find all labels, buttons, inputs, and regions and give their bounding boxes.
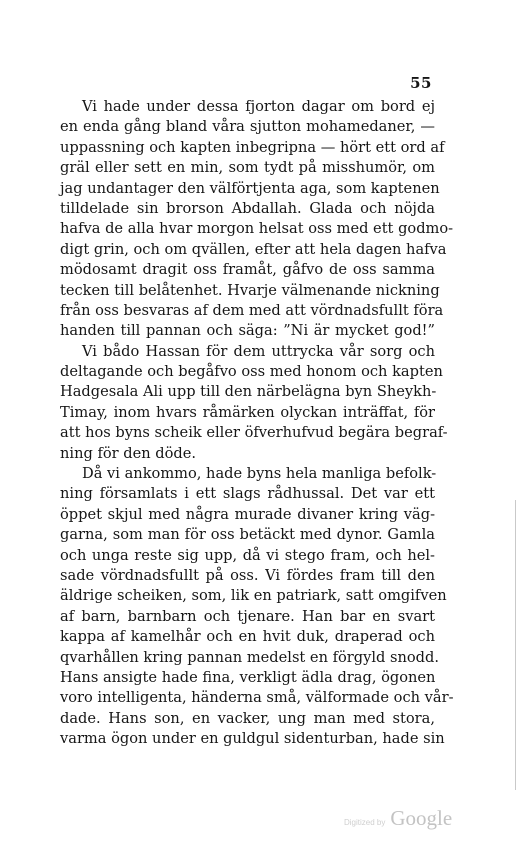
text-line: ning församlats i ett slags rådhussal. Det var ett [60, 485, 435, 503]
text-line: dade. Hans son, en vacker, ung man med stora, [60, 709, 435, 727]
text-line: Då vi ankommo, hade byns hela manliga befolk- [82, 465, 437, 483]
text-line: Vi hade under dessa fjorton dagar om bord ej [82, 98, 435, 115]
text-line: ning för den döde. [60, 444, 197, 462]
body-text [60, 97, 454, 750]
text-line: jag undantager den välförtjenta aga, som kaptenen [60, 179, 440, 197]
text-line: digt grin, och om qvällen, efter att hela dagen hafva [60, 240, 447, 258]
text-line: Hans ansigte hade fina, verkligt ädla drag, ögonen [60, 668, 436, 686]
text-line: varma ögon under en guldgul sidenturban, hade sin [60, 730, 445, 748]
text-line: kappa af kamelhår och en hvit duk, draperad och [60, 628, 435, 646]
text-line: qvarhållen kring pannan medelst en förgyld snodd. [60, 648, 440, 666]
watermark-logo: Google [390, 806, 453, 830]
text-line: Timay, inom hvars råmärken olyckan inträffat, för [60, 403, 435, 421]
text-line: från oss besvaras af dem med att vördnadsfullt föra [60, 301, 444, 319]
text-line: hafva de alla hvar morgon helsat oss med ett godmo- [60, 220, 454, 238]
page-edge-line [515, 500, 516, 790]
text-line: äldrige scheiken, som, lik en patriark, satt omgifven [60, 587, 447, 605]
text-line: att hos byns scheik eller öfverhufvud begära begraf- [60, 424, 448, 442]
text-line: sade vördnadsfullt på oss. Vi fördes fram till den [60, 566, 435, 584]
text-line: öppet skjul med några murade divaner kring väg- [60, 505, 435, 523]
text-line: af barn, barnbarn och tjenare. Han bar en svart [60, 607, 435, 625]
text-line: Vi bådo Hassan för dem uttrycka vår sorg och [82, 342, 435, 360]
text-line: uppassning och kapten inbegripna — hört ett ord af [60, 138, 445, 156]
text-line: en enda gång bland våra sjutton mohamedaner, — [60, 118, 435, 136]
text-line: och unga reste sig upp, då vi stego fram, och hel- [60, 546, 435, 564]
text-line: deltagande och begåfvo oss med honom och kapten [60, 363, 443, 381]
text-line: gräl eller sett en min, som tydt på misshumör, om [60, 159, 435, 177]
text-line: tecken till belåtenhet. Hvarje välmenande nickning [60, 281, 440, 299]
text-line: handen till pannan och säga: ”Ni är mycket god!” [60, 322, 435, 340]
text-line: mödosamt dragit oss framåt, gåfvo de oss samma [60, 261, 435, 279]
page-number: 55 [410, 74, 432, 92]
text-line: tilldelade sin brorson Abdallah. Glada och nöjda [60, 199, 435, 217]
text-line: garna, som man för oss betäckt med dynor. Gamla [60, 526, 435, 544]
text-line: voro intelligenta, händerna små, välformade och vår- [60, 689, 454, 707]
watermark-prefix: Digitized by [344, 818, 386, 827]
digitizer-watermark [344, 806, 452, 832]
text-line: Hadgesala Ali upp till den närbelägna byn Sheykh- [60, 383, 437, 401]
